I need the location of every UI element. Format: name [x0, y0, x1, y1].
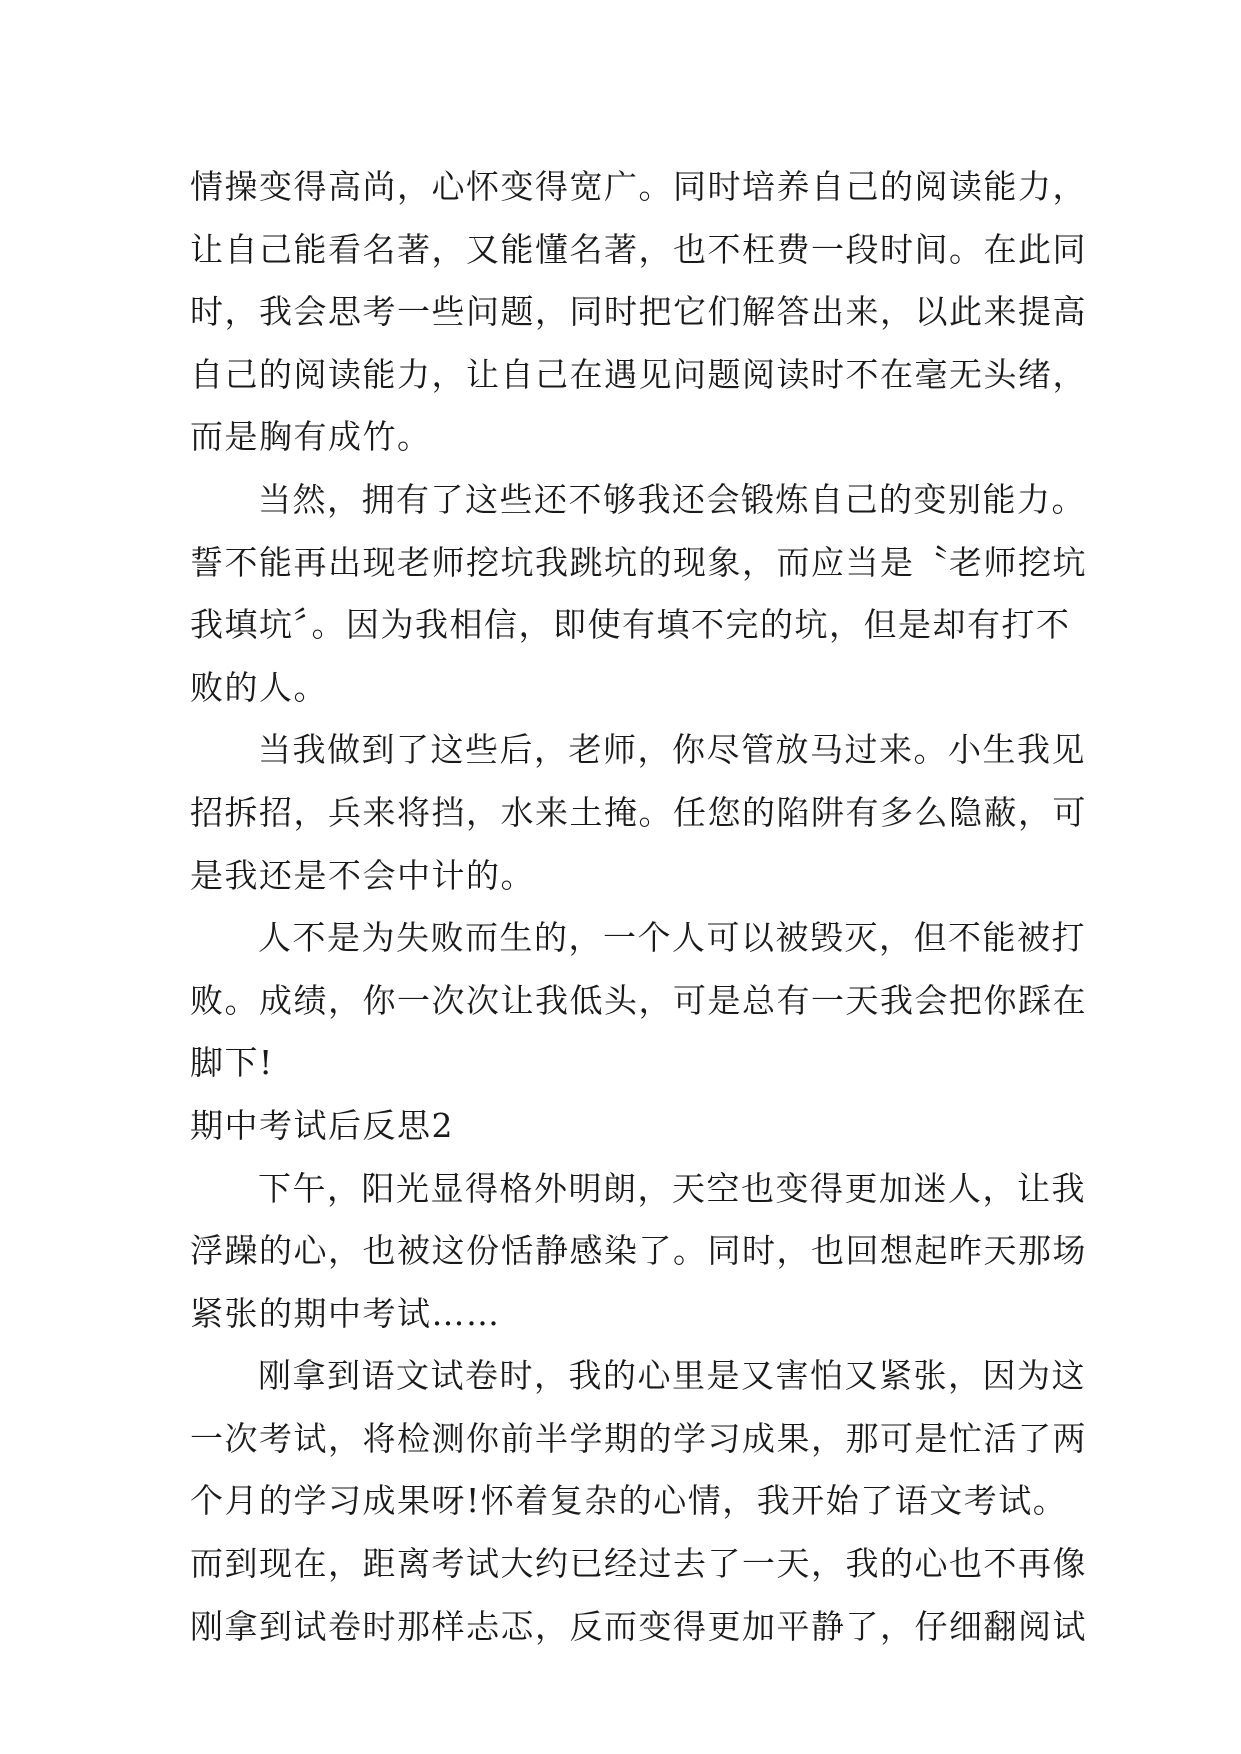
document-body: [190, 156, 1087, 1658]
paragraph-first-line: 当然，拥有了这些还不够我还会锻炼自己的变别能力。: [258, 479, 1086, 519]
text-line: 招拆招，兵来将挡，水来土掩。任您的陷阱有多么隐蔽，可: [190, 792, 1087, 832]
text-line: 是我还是不会中计的。: [190, 855, 535, 895]
text-line: 誓不能再出现老师挖坑我跳坑的现象，而应当是〝老师挖坑: [190, 542, 1087, 582]
text-line: 浮躁的心，也被这份恬静感染了。同时，也回想起昨天那场: [190, 1231, 1087, 1271]
paragraph-first-line: 刚拿到语文试卷时，我的心里是又害怕又紧张，因为这: [258, 1356, 1086, 1396]
text-line: 紧张的期中考试……: [190, 1293, 501, 1333]
text-line: 自己的阅读能力，让自己在遇见问题阅读时不在毫无头绪，: [190, 354, 1087, 394]
text-line: 败。成绩，你一次次让我低头，可是总有一天我会把你踩在: [190, 980, 1087, 1020]
text-line: 而是胸有成竹。: [190, 417, 432, 457]
text-line: 脚下!: [190, 1043, 274, 1083]
text-line: 刚拿到试卷时那样忐忑，反而变得更加平静了，仔细翻阅试: [190, 1606, 1087, 1646]
section-heading: 期中考试后反思2: [190, 1105, 454, 1145]
text-line: 一次考试，将检测你前半学期的学习成果，那可是忙活了两: [190, 1418, 1087, 1458]
paragraph-first-line: 当我做到了这些后，老师，你尽管放马过来。小生我见: [258, 730, 1086, 770]
text-line: 败的人。: [190, 667, 328, 707]
text-line: 个月的学习成果呀!怀着复杂的心情，我开始了语文考试。: [190, 1481, 1068, 1521]
text-line: 时，我会思考一些问题，同时把它们解答出来，以此来提高: [190, 292, 1087, 332]
text-line: 让自己能看名著，又能懂名著，也不枉费一段时间。在此同: [190, 229, 1087, 269]
text-line: 我填坑〞。因为我相信，即使有填不完的坑，但是却有打不: [190, 605, 1071, 645]
text-line: 情操变得高尚，心怀变得宽广。同时培养自己的阅读能力，: [190, 167, 1087, 206]
paragraph-first-line: 下午，阳光显得格外明朗，天空也变得更加迷人，让我: [258, 1168, 1086, 1208]
text-line: 而到现在，距离考试大约已经过去了一天，我的心也不再像: [190, 1544, 1087, 1584]
paragraph-first-line: 人不是为失败而生的，一个人可以被毁灭，但不能被打: [258, 918, 1086, 958]
